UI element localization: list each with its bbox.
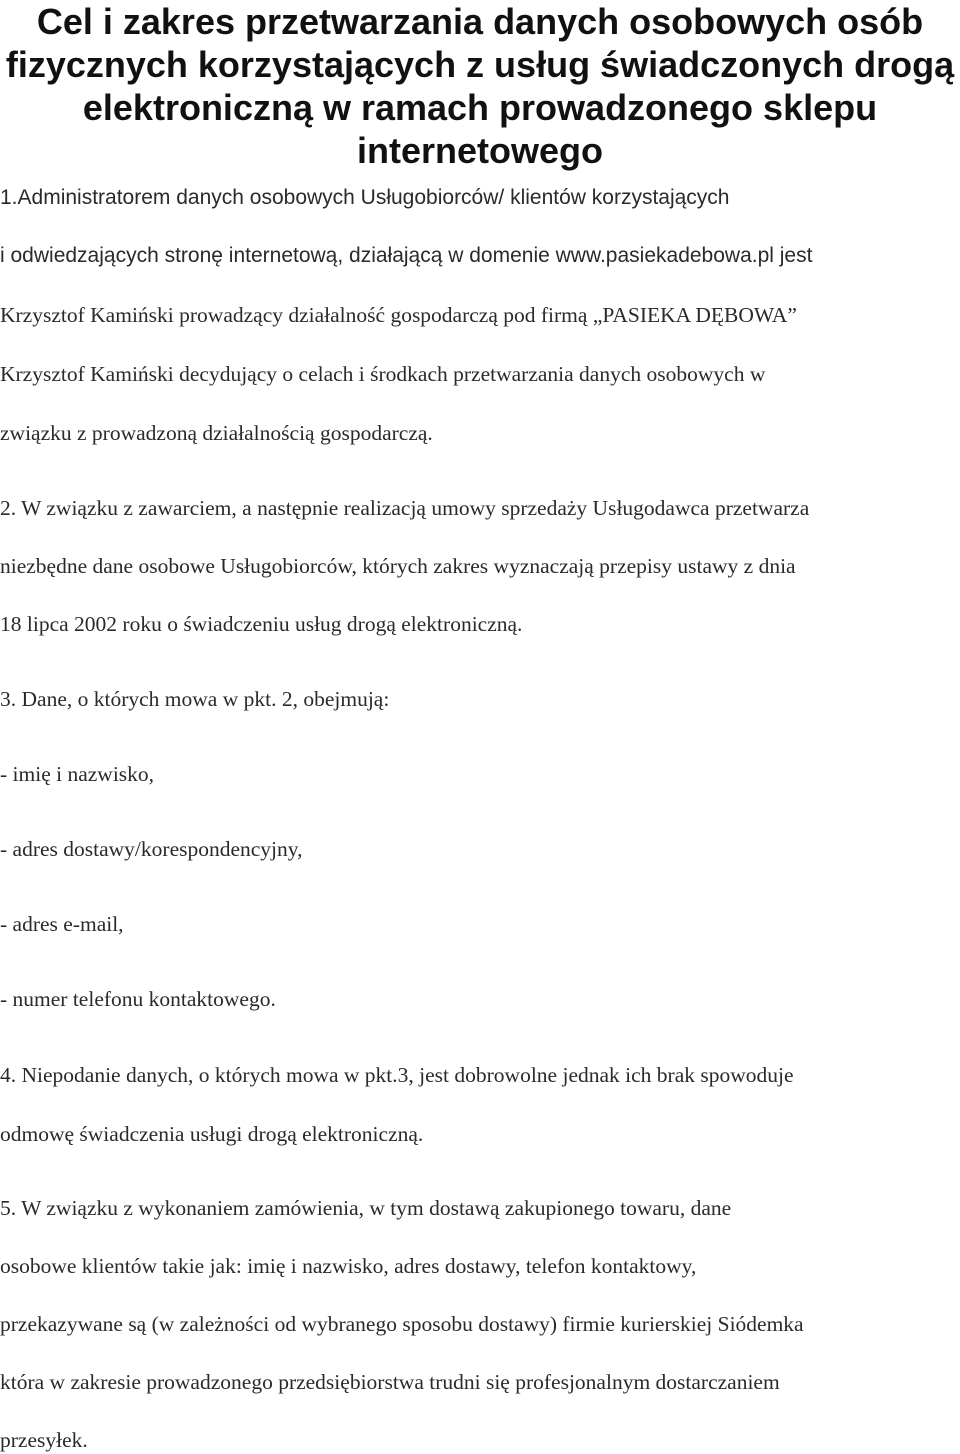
section-1-line: Krzysztof Kamiński prowadzący działalność gospodarczą pod firmą „PASIEKA DĘBOWA”: [0, 303, 797, 327]
list-item: - numer telefonu kontaktowego.: [0, 987, 276, 1011]
section-4-line: 4. Niepodanie danych, o których mowa w pkt.3, jest dobrowolne jednak ich brak spowoduje: [0, 1063, 794, 1087]
section-5-line: która w zakresie prowadzonego przedsiębiorstwa trudni się profesjonalnym dostarczaniem: [0, 1370, 780, 1394]
section-2-line: 2. W związku z zawarciem, a następnie realizacją umowy sprzedaży Usługodawca przetwarza: [0, 496, 810, 520]
section-2-line: niezbędne dane osobowe Usługobiorców, których zakres wyznaczają przepisy ustawy z dnia: [0, 554, 796, 578]
title-line: elektroniczną w ramach prowadzonego sklepu: [82, 87, 878, 128]
title-line: internetowego: [356, 130, 603, 171]
section-5-line: osobowe klientów takie jak: imię i nazwisko, adres dostawy, telefon kontaktowy,: [0, 1254, 697, 1278]
title-line: fizycznych korzystających z usług świadczonych drogą: [5, 44, 955, 85]
section-4-line: odmowę świadczenia usługi drogą elektroniczną.: [0, 1122, 424, 1146]
section-5-line: przekazywane są (w zależności od wybranego sposobu dostawy) firmie kurierskiej Siódemka: [0, 1312, 804, 1336]
section-1-line: związku z prowadzoną działalnością gospodarczą.: [0, 421, 433, 445]
section-2-line: 18 lipca 2002 roku o świadczeniu usług drogą elektroniczną.: [0, 612, 523, 636]
list-item: - adres e-mail,: [0, 912, 124, 936]
title-line: Cel i zakres przetwarzania danych osobowych osób: [36, 1, 924, 42]
list-item: - imię i nazwisko,: [0, 762, 155, 786]
document-title: [0, 0, 960, 172]
section-1-line: 1.Administratorem danych osobowych Usługobiorców/ klientów korzystających: [0, 186, 730, 209]
section-1-line: i odwiedzających stronę internetową, działającą w domenie www.pasiekadebowa.pl jest: [0, 244, 813, 267]
section-1-line: Krzysztof Kamiński decydujący o celach i środkach przetwarzania danych osobowych w: [0, 362, 766, 386]
list-item: - adres dostawy/korespondencyjny,: [0, 837, 303, 861]
section-5-line: 5. W związku z wykonaniem zamówienia, w tym dostawą zakupionego towaru, dane: [0, 1196, 732, 1220]
section-5-line: przesyłek.: [0, 1428, 88, 1452]
section-3-heading: 3. Dane, o których mowa w pkt. 2, obejmują:: [0, 687, 390, 711]
